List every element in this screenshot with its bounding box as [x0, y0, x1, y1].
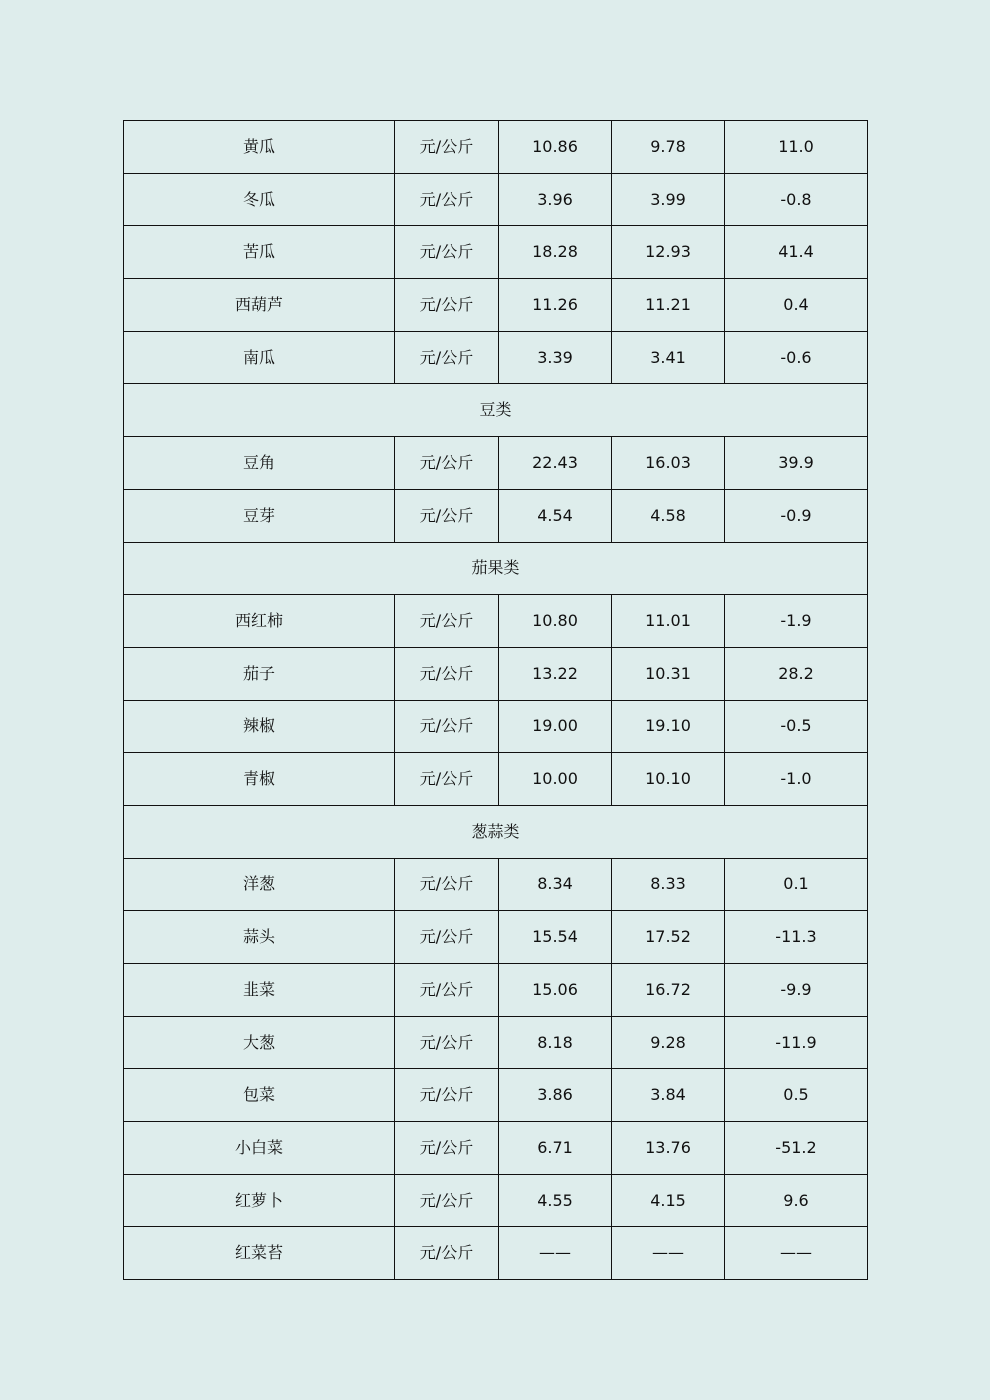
previous-price: 8.33	[612, 858, 725, 911]
change-percent: 9.6	[725, 1174, 868, 1227]
category-label: 茄果类	[124, 542, 868, 595]
category-row	[124, 542, 868, 595]
change-percent: 11.0	[725, 121, 868, 174]
item-name: 黄瓜	[124, 121, 395, 174]
unit-cell: 元/公斤	[395, 753, 499, 806]
table-row	[124, 753, 868, 806]
table-body	[124, 121, 868, 1280]
current-price: 15.06	[499, 964, 612, 1017]
current-price: 8.18	[499, 1016, 612, 1069]
current-price: 8.34	[499, 858, 612, 911]
unit-cell: 元/公斤	[395, 595, 499, 648]
unit-cell: 元/公斤	[395, 1016, 499, 1069]
previous-price: 4.58	[612, 489, 725, 542]
current-price: ——	[499, 1227, 612, 1280]
item-name: 红菜苔	[124, 1227, 395, 1280]
previous-price: 10.31	[612, 647, 725, 700]
previous-price: 3.99	[612, 173, 725, 226]
change-percent: 0.1	[725, 858, 868, 911]
unit-cell: 元/公斤	[395, 331, 499, 384]
table-row	[124, 595, 868, 648]
vegetable-price-table	[123, 120, 868, 1280]
current-price: 22.43	[499, 437, 612, 490]
item-name: 西红柿	[124, 595, 395, 648]
item-name: 包菜	[124, 1069, 395, 1122]
previous-price: 17.52	[612, 911, 725, 964]
previous-price: 12.93	[612, 226, 725, 279]
unit-cell: 元/公斤	[395, 437, 499, 490]
item-name: 茄子	[124, 647, 395, 700]
table-row	[124, 1174, 868, 1227]
item-name: 南瓜	[124, 331, 395, 384]
previous-price: 11.21	[612, 279, 725, 332]
current-price: 3.39	[499, 331, 612, 384]
unit-cell: 元/公斤	[395, 121, 499, 174]
item-name: 西葫芦	[124, 279, 395, 332]
change-percent: -0.6	[725, 331, 868, 384]
previous-price: 3.41	[612, 331, 725, 384]
unit-cell: 元/公斤	[395, 1122, 499, 1175]
unit-cell: 元/公斤	[395, 1227, 499, 1280]
item-name: 辣椒	[124, 700, 395, 753]
current-price: 4.54	[499, 489, 612, 542]
item-name: 小白菜	[124, 1122, 395, 1175]
previous-price: 16.72	[612, 964, 725, 1017]
table-row	[124, 1122, 868, 1175]
item-name: 苦瓜	[124, 226, 395, 279]
previous-price: 10.10	[612, 753, 725, 806]
change-percent: ——	[725, 1227, 868, 1280]
item-name: 韭菜	[124, 964, 395, 1017]
item-name: 豆角	[124, 437, 395, 490]
change-percent: -0.8	[725, 173, 868, 226]
unit-cell: 元/公斤	[395, 964, 499, 1017]
unit-cell: 元/公斤	[395, 911, 499, 964]
item-name: 蒜头	[124, 911, 395, 964]
table-row	[124, 331, 868, 384]
item-name: 冬瓜	[124, 173, 395, 226]
previous-price: 11.01	[612, 595, 725, 648]
item-name: 红萝卜	[124, 1174, 395, 1227]
change-percent: -1.9	[725, 595, 868, 648]
change-percent: 0.4	[725, 279, 868, 332]
table-row	[124, 489, 868, 542]
previous-price: 4.15	[612, 1174, 725, 1227]
previous-price: 9.78	[612, 121, 725, 174]
current-price: 6.71	[499, 1122, 612, 1175]
category-label: 豆类	[124, 384, 868, 437]
change-percent: 28.2	[725, 647, 868, 700]
current-price: 11.26	[499, 279, 612, 332]
unit-cell: 元/公斤	[395, 1069, 499, 1122]
item-name: 豆芽	[124, 489, 395, 542]
current-price: 13.22	[499, 647, 612, 700]
table-row	[124, 647, 868, 700]
unit-cell: 元/公斤	[395, 489, 499, 542]
item-name: 青椒	[124, 753, 395, 806]
table-row	[124, 858, 868, 911]
current-price: 19.00	[499, 700, 612, 753]
category-row	[124, 384, 868, 437]
current-price: 4.55	[499, 1174, 612, 1227]
change-percent: -11.9	[725, 1016, 868, 1069]
current-price: 10.00	[499, 753, 612, 806]
current-price: 15.54	[499, 911, 612, 964]
table-row	[124, 1227, 868, 1280]
change-percent: -0.9	[725, 489, 868, 542]
current-price: 10.80	[499, 595, 612, 648]
unit-cell: 元/公斤	[395, 647, 499, 700]
unit-cell: 元/公斤	[395, 858, 499, 911]
change-percent: 0.5	[725, 1069, 868, 1122]
item-name: 洋葱	[124, 858, 395, 911]
table-row	[124, 964, 868, 1017]
table-row	[124, 1069, 868, 1122]
unit-cell: 元/公斤	[395, 173, 499, 226]
change-percent: -11.3	[725, 911, 868, 964]
unit-cell: 元/公斤	[395, 226, 499, 279]
current-price: 3.86	[499, 1069, 612, 1122]
previous-price: 13.76	[612, 1122, 725, 1175]
previous-price: 3.84	[612, 1069, 725, 1122]
unit-cell: 元/公斤	[395, 1174, 499, 1227]
change-percent: 39.9	[725, 437, 868, 490]
previous-price: 16.03	[612, 437, 725, 490]
table-row	[124, 700, 868, 753]
current-price: 18.28	[499, 226, 612, 279]
table-row	[124, 279, 868, 332]
unit-cell: 元/公斤	[395, 700, 499, 753]
previous-price: 9.28	[612, 1016, 725, 1069]
table-row	[124, 437, 868, 490]
unit-cell: 元/公斤	[395, 279, 499, 332]
table-row	[124, 121, 868, 174]
table-row	[124, 911, 868, 964]
category-row	[124, 805, 868, 858]
previous-price: 19.10	[612, 700, 725, 753]
change-percent: -51.2	[725, 1122, 868, 1175]
current-price: 3.96	[499, 173, 612, 226]
change-percent: -9.9	[725, 964, 868, 1017]
change-percent: 41.4	[725, 226, 868, 279]
change-percent: -0.5	[725, 700, 868, 753]
current-price: 10.86	[499, 121, 612, 174]
change-percent: -1.0	[725, 753, 868, 806]
table-row	[124, 1016, 868, 1069]
previous-price: ——	[612, 1227, 725, 1280]
table-row	[124, 226, 868, 279]
category-label: 葱蒜类	[124, 805, 868, 858]
item-name: 大葱	[124, 1016, 395, 1069]
table-row	[124, 173, 868, 226]
